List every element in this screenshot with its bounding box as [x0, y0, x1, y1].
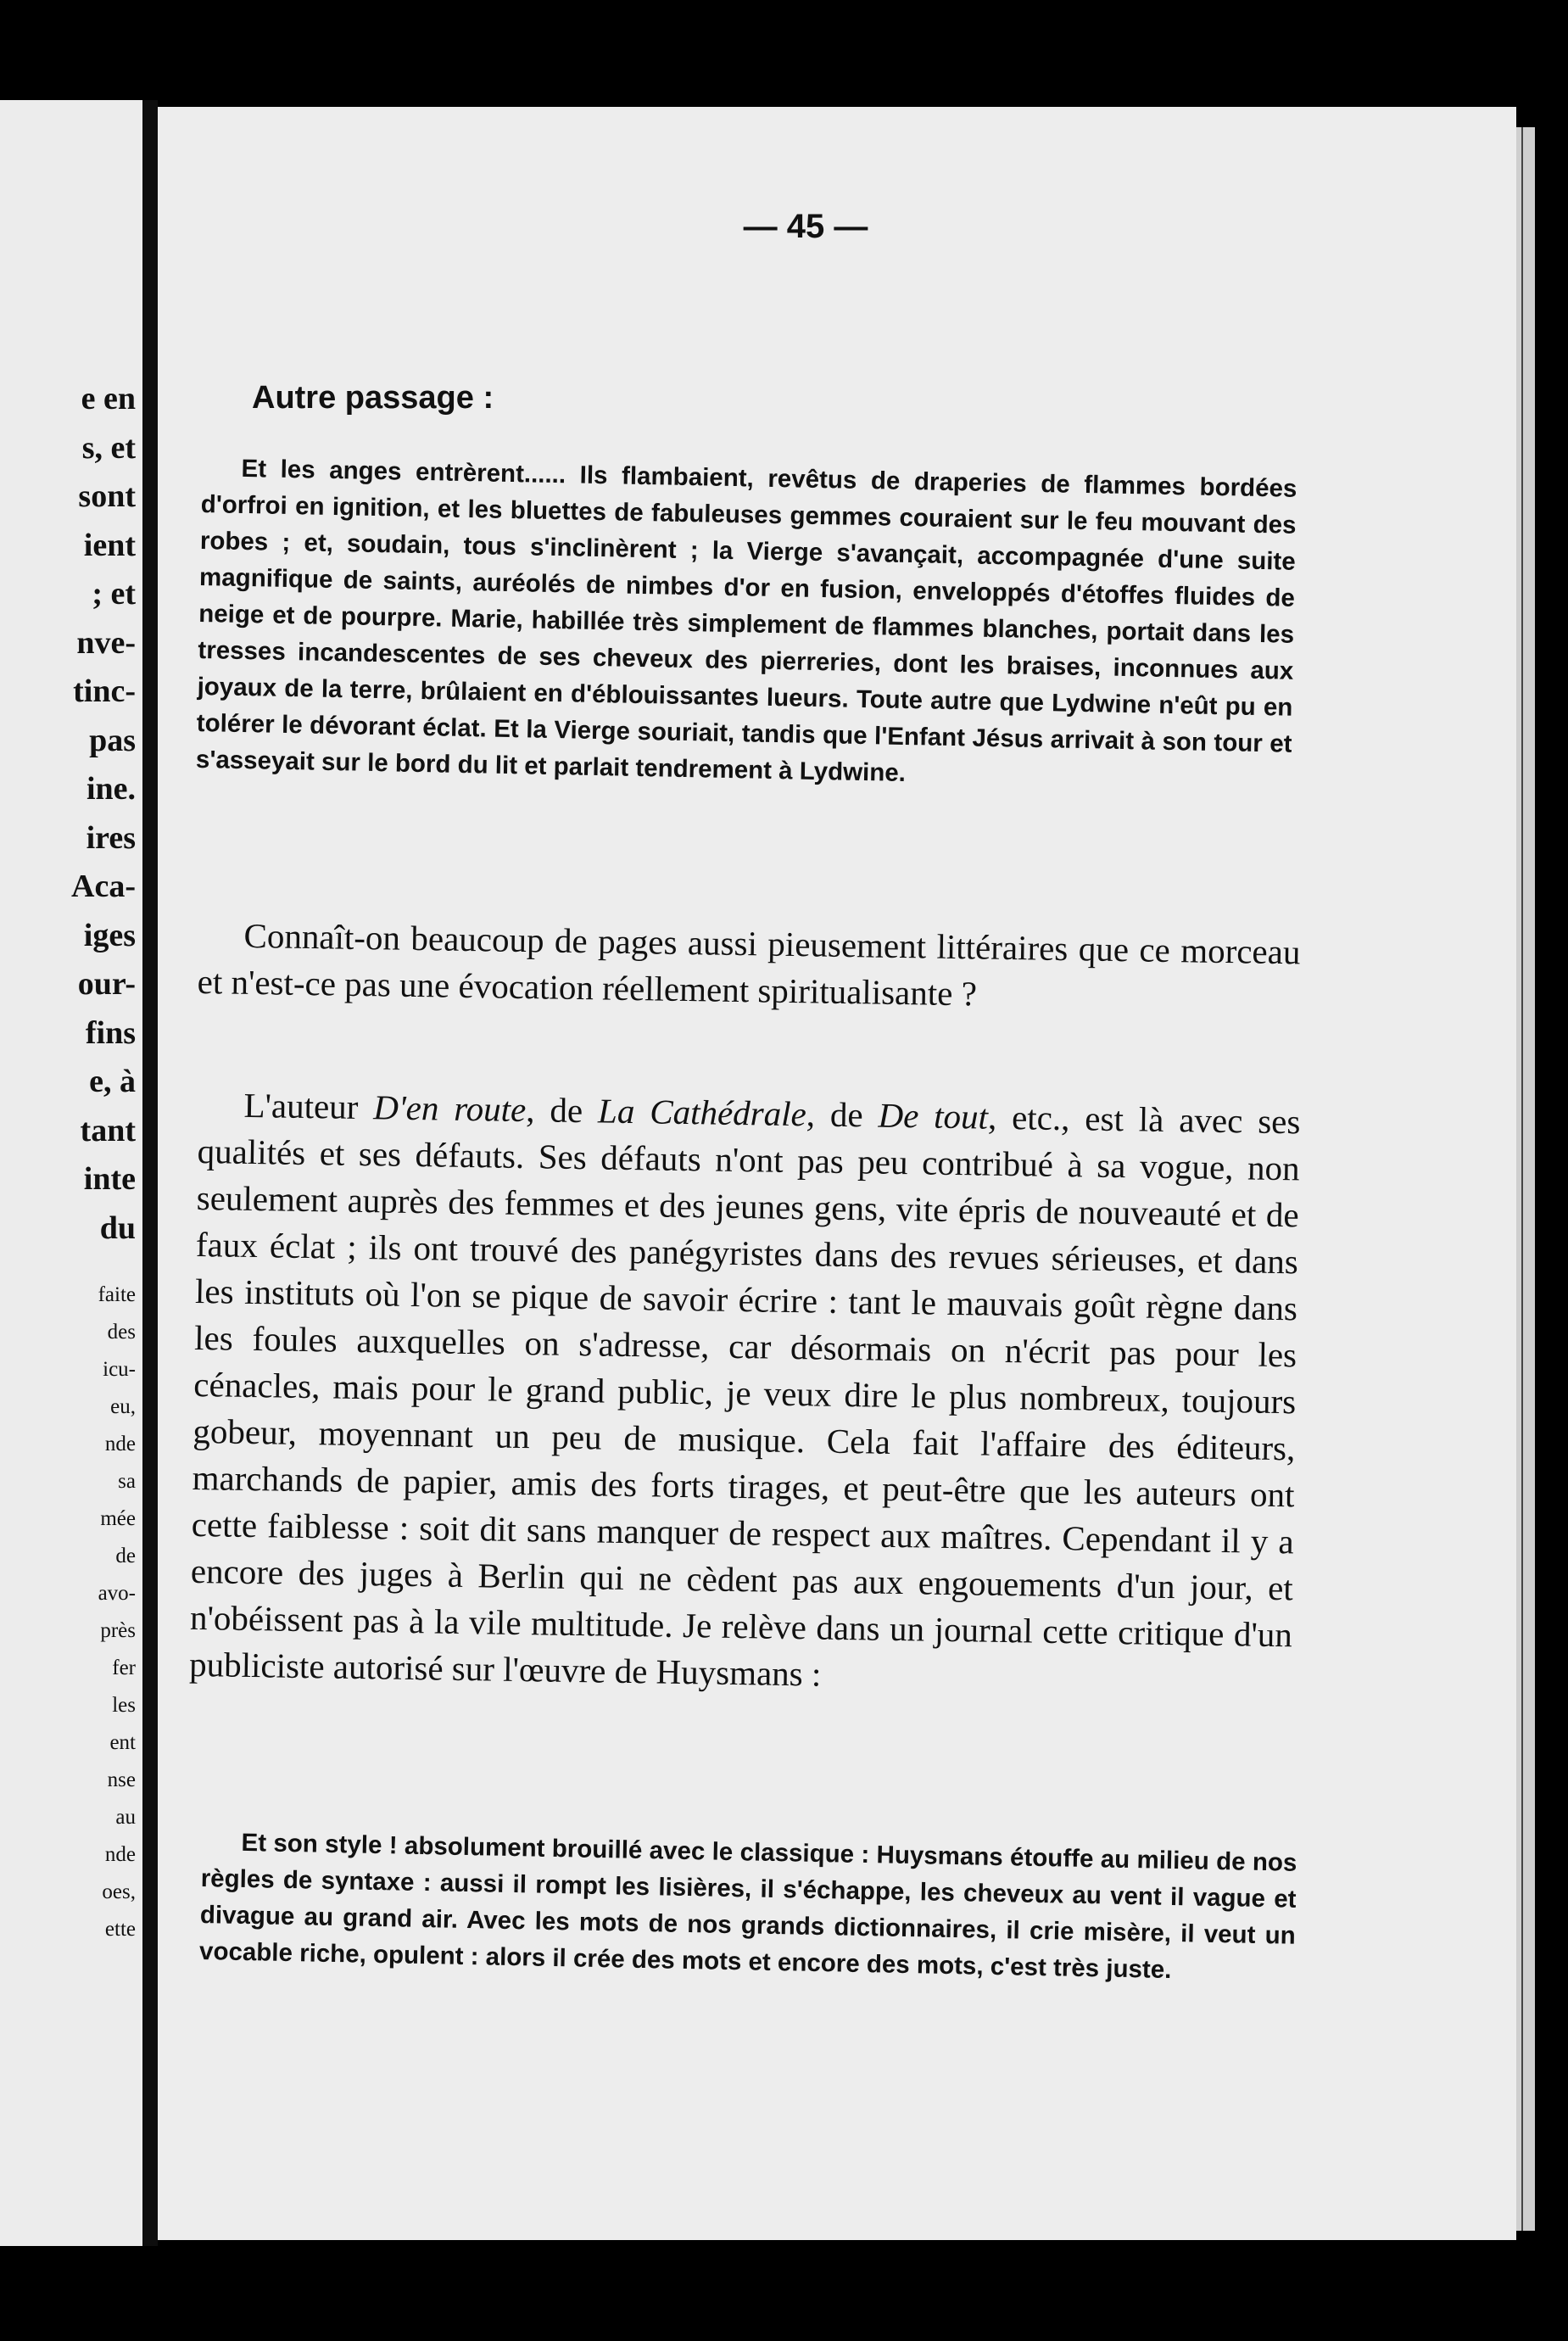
- facing-page-line: Aca-: [71, 869, 136, 904]
- separator-text: , de: [525, 1090, 599, 1131]
- facing-page-line: icu-: [103, 1358, 136, 1381]
- facing-page-line: fins: [85, 1014, 136, 1051]
- facing-page-line: nde: [104, 1433, 136, 1455]
- facing-page-line: iges: [83, 917, 136, 953]
- facing-page-line: sont: [78, 478, 136, 514]
- paragraph-question: Connaît-on beaucoup de pages aussi pieusement littéraires que ce morceau et n'est-ce pas une évocation réellement spiritualisante ?: [197, 915, 1301, 1014]
- block-quote-lydwine: Et les anges entrèrent...... Ils flambaient, revêtus de draperies de flammes bordées d'orfroi en ignition, et les bluettes de fabuleuses gemmes couraient sur le feu mouvant des robes ; et, soudain, tous s'inclinèrent ; la Vierge s'avançait, accompagnée d'une suite magnifique de saints, auréolés de nimbes d'or en fusion, enveloppés d'étoffes fluides de neige et de pourpre. Marie, habillée très simplement de flammes blanches, portait dans les tresses incandescentes de ses cheveux des pierreries, dont les braises, inconnues aux joyaux de la terre, brûlaient en d'éblouissantes lueurs. Toute autre que Lydwine n'eût pu en tolérer le dévorant éclat. Et la Vierge souriait, tandis que l'Enfant Jésus arrivait à son tour et s'asseyait sur le bord du lit et parlait tendrement à Lydwine.: [195, 454, 1297, 787]
- facing-page-line: sa: [118, 1470, 136, 1493]
- work-title-de-tout: De tout: [878, 1095, 989, 1137]
- facing-page-line: avo-: [98, 1582, 136, 1605]
- facing-page-line: des: [107, 1321, 136, 1344]
- facing-page-line: ette: [104, 1918, 136, 1941]
- facing-page-line: nde: [104, 1843, 136, 1866]
- page-gutter: [142, 100, 158, 2246]
- facing-page-line: tant: [80, 1112, 136, 1148]
- work-title-cathedrale: La Cathédrale: [597, 1091, 807, 1134]
- paragraph-author: [189, 1081, 1301, 1705]
- facing-page-line: nse: [107, 1768, 136, 1791]
- facing-page-line: ine.: [86, 771, 136, 807]
- facing-page-line: inte: [83, 1161, 136, 1197]
- facing-page-line: e, à: [89, 1064, 136, 1099]
- facing-page-line: de: [115, 1545, 136, 1567]
- facing-page-line: s, et: [81, 429, 136, 466]
- separator-text: , de: [806, 1094, 879, 1135]
- facing-page-fragment: [0, 100, 142, 2246]
- facing-page-line: ent: [109, 1731, 136, 1754]
- facing-page-line: nve-: [76, 624, 136, 661]
- facing-page-line: our-: [77, 966, 136, 1002]
- facing-page-line: près: [100, 1619, 136, 1642]
- page-number: — 45 —: [743, 208, 868, 245]
- facing-page-line: les: [112, 1694, 136, 1717]
- facing-page-line: mée: [100, 1507, 136, 1530]
- facing-page-line: oes,: [102, 1880, 136, 1903]
- facing-page-line: eu,: [110, 1395, 136, 1418]
- facing-page-line: ires: [86, 819, 136, 856]
- facing-page-line: ient: [83, 527, 136, 563]
- paragraph-author-start: L'auteur: [243, 1085, 374, 1127]
- work-title-en-route: D'en route: [372, 1087, 527, 1130]
- paragraph-author-rest: , etc., est là avec ses qualités et ses défauts. Ses défauts n'ont pas peu contribué à sa vogue, non seulement auprès des femmes et des jeunes gens, vite épris de nouveauté et de faux éclat ; ils ont trouvé des panégyristes dans des revues sérieuses, et dans les instituts où l'on se pique de savoir écrire : tant le mauvais goût règne dans les foules auxquelles on s'adresse, car désormais on n'écrit pas pour les cénacles, mais pour le grand public, je veux dire le plus nombreux, toujours gobeur, moyennant un peu de musique. Cela fait l'affaire des éditeurs, marchands de papier, amis des forts tirages, et peut-être que les auteurs ont cette faiblesse : soit dit sans manquer de respect aux maîtres. Cependant il y a encore des juges à Berlin qui ne cèdent pas aux engouements d'un jour, et n'obéissent pas à la vile multitude. Je relève dans un journal cette critique d'un publiciste autorisé sur l'œuvre de Huysmans :: [188, 1097, 1301, 1694]
- facing-page-line: ; et: [92, 576, 136, 612]
- facing-page-line: tinc-: [73, 673, 136, 709]
- facing-page-line: au: [115, 1806, 136, 1829]
- facing-page-line: du: [99, 1210, 136, 1246]
- page-edge: [1516, 127, 1535, 2231]
- section-heading: Autre passage :: [252, 380, 494, 416]
- facing-page-line: pas: [89, 722, 136, 758]
- facing-page-line: e en: [81, 381, 136, 416]
- block-quote-style: Et son style ! absolument brouillé avec le classique : Huysmans étouffe au milieu de nos règles de syntaxe : aussi il rompt les lisières, il s'échappe, les cheveux au vent il vague et divague au grand air. Avec les mots de nos grands dictionnaires, il crie misère, il veut un vocable riche, opulent : alors il crée des mots et encore des mots, c'est très juste.: [198, 1828, 1297, 1984]
- facing-page-line: faite: [98, 1283, 136, 1306]
- facing-page-line: fer: [112, 1657, 136, 1679]
